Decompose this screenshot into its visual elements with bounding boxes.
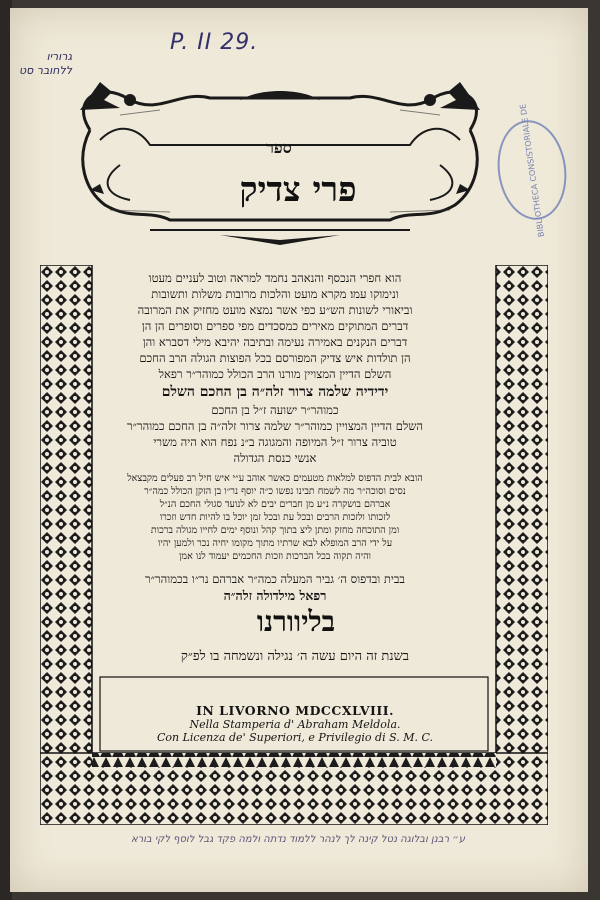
publisher-note-line: אברהם בושקרה נ״ע מן חברים יבים לא לנועד סגולי החכם הנ״ל (159, 499, 391, 510)
latin-imprint (130, 703, 460, 744)
handwritten-note-bottom: ע״ רבנן ובלוגה נטל קינה לך לנהר ללמוד נדתה ולמה פקד גבל לוסף לקי בורא (130, 834, 466, 845)
body-line: הוא חפרי הנכסף והנאהב נחמד למראה וטוב לעניים מעטו (148, 271, 402, 285)
publisher-note-line: והיה תקוה בכל הברכות וזכות החכמים יעמוד לנו אמן (179, 551, 371, 562)
publisher-note-line: ומן התוכחה מחזק ומתן ליצ בתוך קהל ונוסף ימים לחייו מגולה ברכות (150, 525, 400, 536)
sefer-word: ספר (266, 138, 292, 157)
body-line: ונימוקו עמו׃ מקרא מועט והלכות מרובות משלות ותשובות (151, 287, 399, 301)
body-line: כמוהר״ר ישועה ז״ל בן החכם (211, 403, 339, 417)
publisher-note-line: על ידי הרב המופלא לבא שרתיו מתוך מקומו יחיה נכר ולמען יהיו (157, 538, 393, 549)
body-line: דברים הנקנים באמירה נעימה ובתיבה יהיבא מילי דסברא והן (142, 335, 408, 349)
book-title: פרי צדיק (239, 170, 357, 210)
handwritten-shelfmark: P. II 29. (170, 30, 259, 55)
title-page-text (95, 270, 455, 605)
body-line: השלם הדיין המצויין כמוהר״ר שלמה צרור זלה״ה בן החכם כמוהר״ר (126, 419, 424, 433)
city-name: בליוורנו (256, 605, 336, 638)
body-line: דברים המתוקים מאירים כמסכדים מפי ספרים וסופרים הן הן (141, 319, 409, 333)
publisher-note-line: הובא לבית הדפוס למלאות מטעמים כאשר אוהב ע״י איש חיל רב פעלים מקבצאל (127, 473, 423, 484)
year-line: בשנת זה היום עשה ה׳ נגילה ונשמחה בו לפ״ק (180, 649, 410, 664)
body-line: טוביה צרור ז״ל המיופה והמגוגה ב״נ נפח הוא היה משרי (153, 435, 397, 449)
printer-line: רפאל מילדולה זלה״ה (223, 588, 327, 603)
printer-line: בבית ובדפוס ה׳ גביר המעלה כמה״ר אברהם נר״ו בכמוהר״ר (145, 572, 405, 586)
library-stamp: BIBLIOTHECA CONSISTORIALE DE (491, 116, 572, 224)
body-line: השלם הדיין המצויין מורנו הרב הכולל כמוהר״ר רפאל (158, 367, 392, 381)
body-line: וביאורי לשונות הש״ע כפי אשר נמצא מועט מחזיק את המרובה (137, 303, 413, 317)
body-line: אנשי כנסת הגדולה (233, 451, 317, 465)
handwritten-note-top-left: גרוריו ללחובר סט (18, 50, 72, 77)
author-name-line: ידידיה שלמה צרור זלה״ה בן החכם השלם (161, 384, 389, 400)
body-line: הן תולדות איש צדיק המפורסם בכל הפוצות הגולה הרב החכם (139, 351, 411, 365)
publisher-note-line: לזכותו ולזכות הרבים ובכל עת ובכל זמן יוכל בו להיות חדש וזכרו (159, 512, 391, 523)
imprint-license: Con Licenza de' Superiori, e Privilegio di S. M. C. (156, 731, 434, 744)
imprint-place-date: IN LIVORNO MDCCXLVIII. (196, 703, 394, 718)
ornamental-cartouche (60, 70, 500, 250)
publisher-note-line: נסים וסוכה״ר מה לשמח תבינו נפשו כ״ה יוסף נר״ו בן הזקן הכולל כמה״ר (144, 486, 406, 497)
imprint-printer: Nella Stamperia d' Abraham Meldola. (189, 718, 401, 731)
